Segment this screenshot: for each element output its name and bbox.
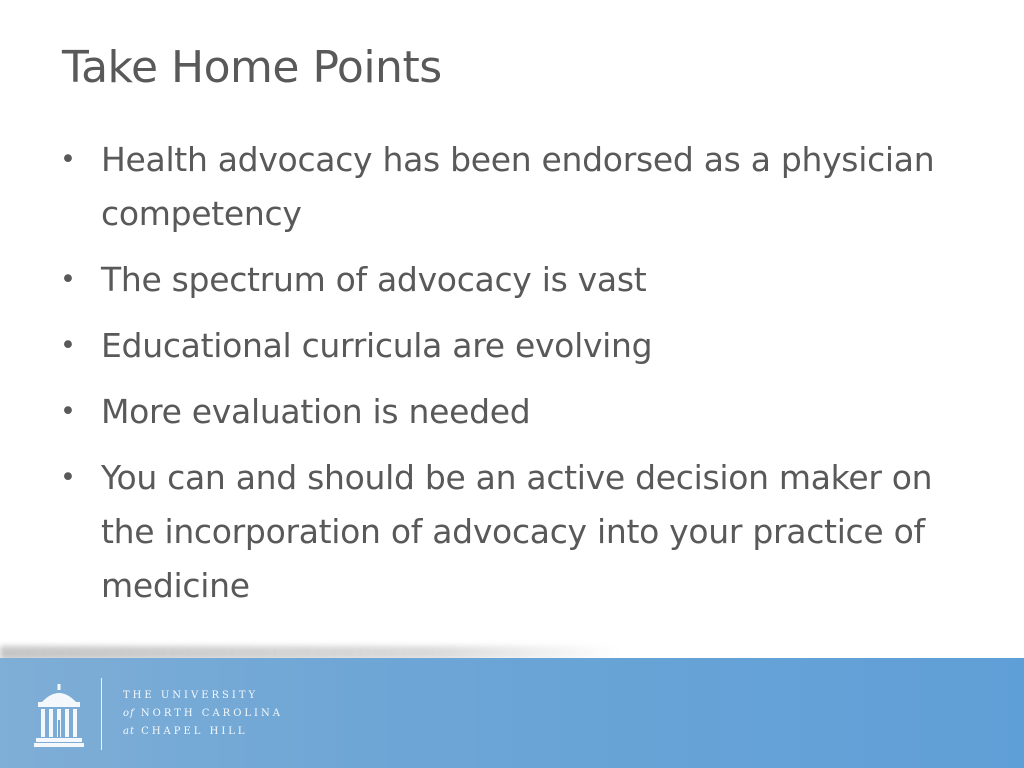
bullet-dot-icon: • xyxy=(60,330,76,361)
wordmark-line-3 xyxy=(123,723,283,741)
wordmark-line-2 xyxy=(123,705,283,723)
old-well-icon xyxy=(34,682,84,748)
bullet-text: More evaluation is needed xyxy=(101,392,531,431)
bullet-dot-icon: • xyxy=(60,462,76,493)
bullet-item xyxy=(60,253,960,307)
bullet-item xyxy=(60,319,960,373)
wordmark-line-1: THE UNIVERSITY xyxy=(123,690,259,701)
wordmark-line-3-text: CHAPEL HILL xyxy=(141,726,248,737)
bullet-item xyxy=(60,133,960,241)
bullet-dot-icon: • xyxy=(60,264,76,295)
bullet-text: The spectrum of advocacy is vast xyxy=(101,260,647,299)
bullet-text: Educational curricula are evolving xyxy=(101,326,653,365)
wordmark-line-2-prefix: of xyxy=(123,708,135,719)
university-wordmark xyxy=(123,687,283,741)
slide-title: Take Home Points xyxy=(62,42,442,93)
bullet-dot-icon: • xyxy=(60,144,76,175)
footer-band xyxy=(0,658,1024,768)
bullet-item xyxy=(60,385,960,439)
bullet-text: You can and should be an active decision maker on the incorporation of advocacy into your practice of medicine xyxy=(101,458,933,605)
bullet-text: Health advocacy has been endorsed as a physician competency xyxy=(101,140,935,233)
wordmark-line-2-text: NORTH CAROLINA xyxy=(140,708,283,719)
bullet-list xyxy=(60,133,960,625)
logo-divider xyxy=(101,678,102,750)
bullet-dot-icon: • xyxy=(60,396,76,427)
wordmark-line-3-prefix: at xyxy=(123,726,135,737)
bullet-item xyxy=(60,451,960,613)
